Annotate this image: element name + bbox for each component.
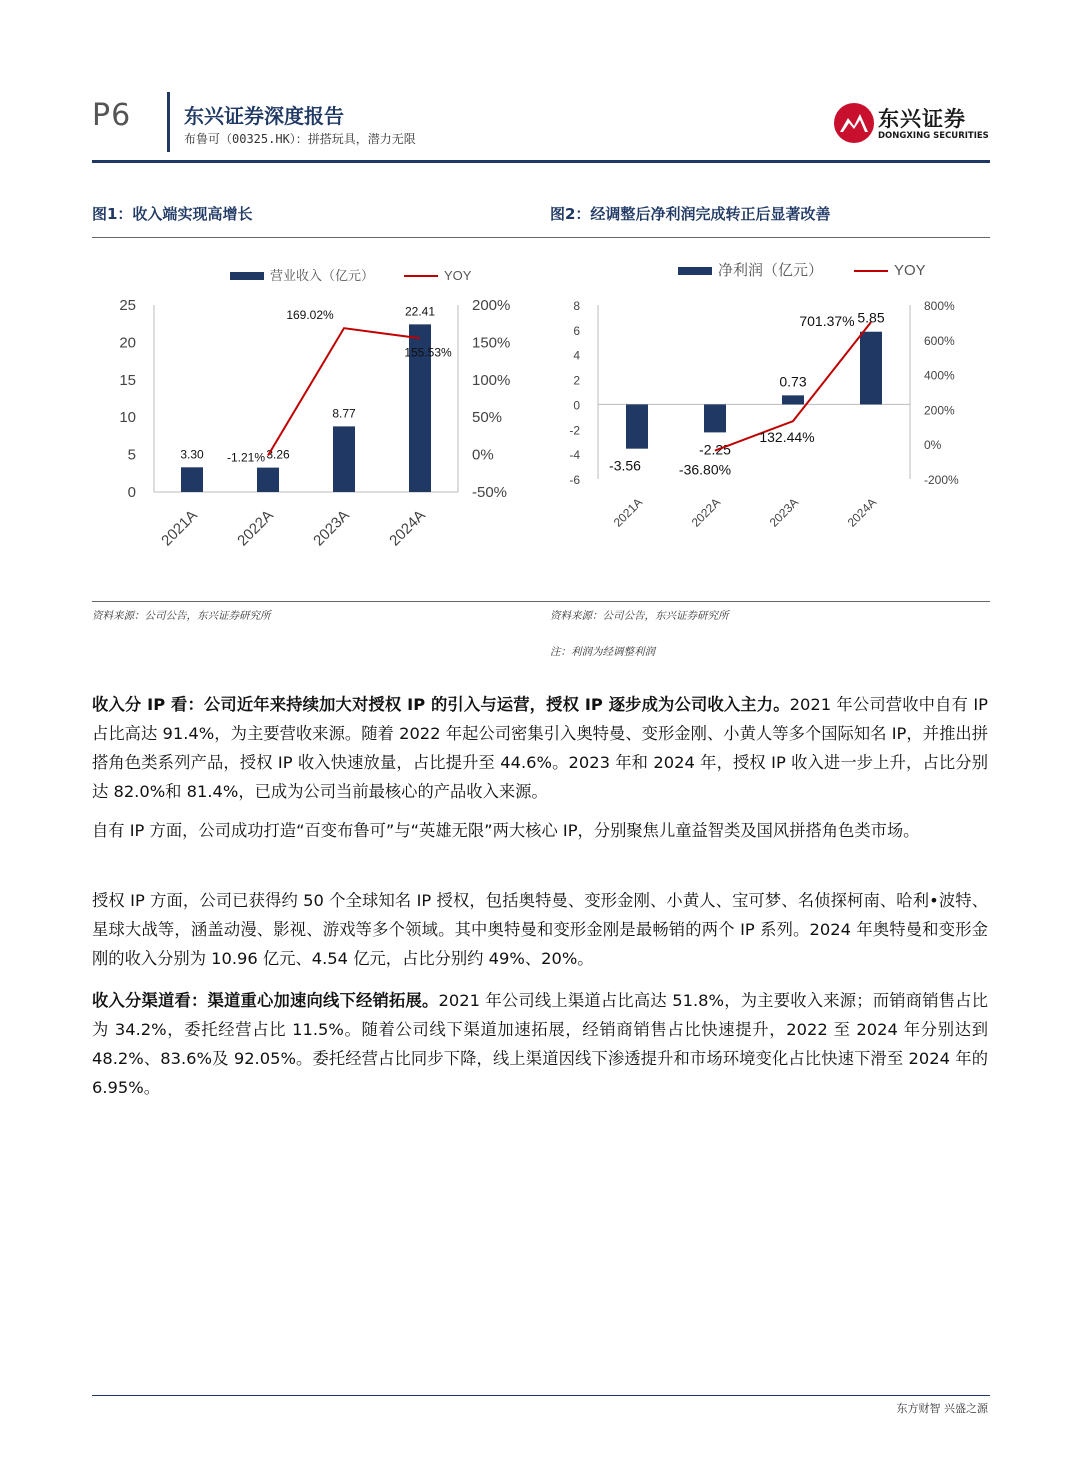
yoy-data-label: 155.53% [404, 345, 452, 360]
bar-data-label: 8.77 [332, 406, 356, 421]
x-tick-label: 2024A [844, 495, 880, 530]
paragraph-text: 2021 年公司营收中自有 IP 占比高达 91.4%，为主要营收来源。随着 2022 年起公司密集引入奥特曼、变形金刚、小黄人等多个国际知名 IP，并推出拼搭角色类系列产品，授权 IP 收入快速放量，占比提升至 44.6%。2023 年和 2024 年，授权 IP 收入进一步上升，占比分别达 82.0%和 81.4%，已成为公司当前最核心的产品收入来源。 [92, 695, 988, 801]
legend-line-label: YOY [894, 262, 926, 279]
report-subtitle: 布鲁可（00325.HK）：拼搭玩具，潜力无限 [184, 132, 416, 146]
paragraph-text: 自有 IP 方面，公司成功打造“百变布鲁可”与“英雄无限”两大核心 IP，分别聚焦儿童益智类及国风拼搭角色类市场。 [92, 821, 920, 840]
y-left-tick-label: 20 [119, 334, 136, 352]
yoy-data-label: -36.80% [678, 461, 732, 478]
bar-2021A [626, 404, 648, 448]
page-number: P6 [92, 98, 132, 133]
figure1-source: 资料来源：公司公告，东兴证券研究所 [92, 610, 271, 622]
footer-rule [92, 1395, 990, 1396]
figure2-source: 资料来源：公司公告，东兴证券研究所 [550, 610, 729, 622]
paragraph-lead: 收入分渠道看：渠道重心加速向线下经销拓展。 [92, 991, 439, 1010]
y-left-tick-label: 0 [573, 398, 580, 413]
y-left-tick-label: 8 [573, 299, 580, 313]
legend-bar-label: 营业收入（亿元） [270, 268, 375, 283]
paragraph-lead: 收入分 IP 看：公司近年来持续加大对授权 IP 的引入与运营，授权 IP 逐步成为公司收入主力。 [92, 695, 790, 714]
bar-2022A [257, 468, 279, 492]
x-tick-label: 2023A [310, 506, 353, 550]
paragraph-text: 2021 年公司线上渠道占比高达 51.8%，为主要收入来源；而销商销售占比为 34.2%，委托经营占比 11.5%。随着公司线下渠道加速拓展，经销商销售占比快速提升，2022 至 2024 年分别达到 48.2%、83.6%及 92.05%。委托经营占比同步下降，线上渠道因线下渗透提升和市场环境变化占比快速下滑至 2024 年的 6.95%。 [92, 991, 988, 1097]
x-tick-label: 2022A [688, 495, 724, 530]
bar-data-label: 5.85 [857, 309, 885, 326]
net-profit-chart [550, 245, 990, 595]
y-left-tick-label: 25 [119, 297, 136, 314]
yoy-data-label: -1.21% [226, 450, 266, 465]
y-right-tick-label: -200% [924, 473, 959, 487]
y-left-tick-label: 5 [127, 446, 136, 464]
legend-bar-swatch [678, 267, 712, 275]
logo-en-name: DONGXING SECURITIES [878, 131, 989, 141]
yoy-data-label: 132.44% [759, 429, 815, 446]
paragraph-own-ip [92, 816, 988, 845]
y-right-tick-label: 600% [924, 333, 955, 348]
footer-slogan: 东方财智 兴盛之源 [896, 1402, 988, 1415]
y-left-tick-label: -2 [569, 423, 580, 438]
bar-2024A [860, 332, 882, 405]
y-left-tick-label: 6 [573, 323, 580, 338]
x-tick-label: 2022A [234, 506, 277, 550]
bar-data-label: 3.26 [266, 447, 290, 462]
legend-bar-label: 净利润（亿元） [718, 262, 824, 279]
bar-2021A [181, 467, 203, 492]
bar-data-label: -2.25 [699, 441, 731, 458]
figure2-note: 注：利润为经调整利润 [550, 646, 655, 658]
header-rule [92, 160, 990, 163]
figure-bottom-rule [92, 601, 990, 602]
y-right-tick-label: 50% [472, 409, 503, 427]
y-right-tick-label: 0% [472, 446, 494, 464]
x-tick-label: 2023A [766, 495, 802, 530]
header-divider [167, 92, 170, 152]
y-left-tick-label: 2 [573, 373, 580, 388]
bar-data-label: 22.41 [404, 304, 436, 319]
y-left-tick-label: 10 [119, 409, 136, 427]
report-title: 东兴证券深度报告 [184, 104, 344, 128]
figure-top-rule [92, 237, 990, 238]
paragraph-revenue-by-ip [92, 690, 988, 806]
y-right-tick-label: 400% [924, 368, 955, 383]
y-left-tick-label: 0 [127, 484, 136, 501]
bar-2023A [333, 426, 355, 492]
revenue-chart [92, 245, 532, 595]
bar-2023A [782, 395, 804, 404]
yoy-data-label: 169.02% [286, 308, 334, 323]
legend-bar-swatch [230, 272, 264, 280]
y-left-tick-label: -4 [569, 448, 580, 463]
y-right-tick-label: 100% [472, 371, 511, 389]
bar-data-label: 3.30 [180, 447, 204, 462]
figure1-caption: 图1：收入端实现高增长 [92, 205, 253, 223]
y-right-tick-label: 200% [472, 297, 511, 314]
legend-line-label: YOY [444, 268, 472, 283]
x-tick-label: 2021A [158, 506, 201, 550]
bar-2022A [704, 404, 726, 432]
bar-data-label: -3.56 [609, 457, 641, 474]
y-left-tick-label: 4 [573, 348, 580, 363]
y-left-tick-label: -6 [569, 473, 580, 487]
bar-data-label: 0.73 [779, 373, 807, 390]
x-tick-label: 2021A [610, 495, 646, 530]
paragraph-revenue-by-channel [92, 986, 988, 1102]
y-right-tick-label: 150% [472, 334, 511, 352]
y-right-tick-label: -50% [472, 484, 508, 501]
y-right-tick-label: 0% [924, 438, 942, 453]
y-right-tick-label: 800% [924, 299, 955, 313]
y-left-tick-label: 15 [119, 371, 136, 389]
logo-emblem-icon [834, 103, 874, 143]
y-right-tick-label: 200% [924, 403, 955, 418]
paragraph-licensed-ip [92, 886, 988, 973]
x-tick-label: 2024A [386, 506, 429, 550]
yoy-data-label: 701.37% [799, 313, 855, 330]
logo-name: 东兴证券 [878, 107, 966, 131]
figure2-caption: 图2：经调整后净利润完成转正后显著改善 [550, 205, 831, 223]
paragraph-text: 授权 IP 方面，公司已获得约 50 个全球知名 IP 授权，包括奥特曼、变形金刚、小黄人、宝可梦、名侦探柯南、哈利•波特、星球大战等，涵盖动漫、影视、游戏等多个领域。其中奥特曼和变形金刚是最畅销的两个 IP 系列。2024 年奥特曼和变形金刚的收入分别为 10.96 亿元、4.54 亿元，占比分别约 49%、20%。 [92, 891, 988, 968]
